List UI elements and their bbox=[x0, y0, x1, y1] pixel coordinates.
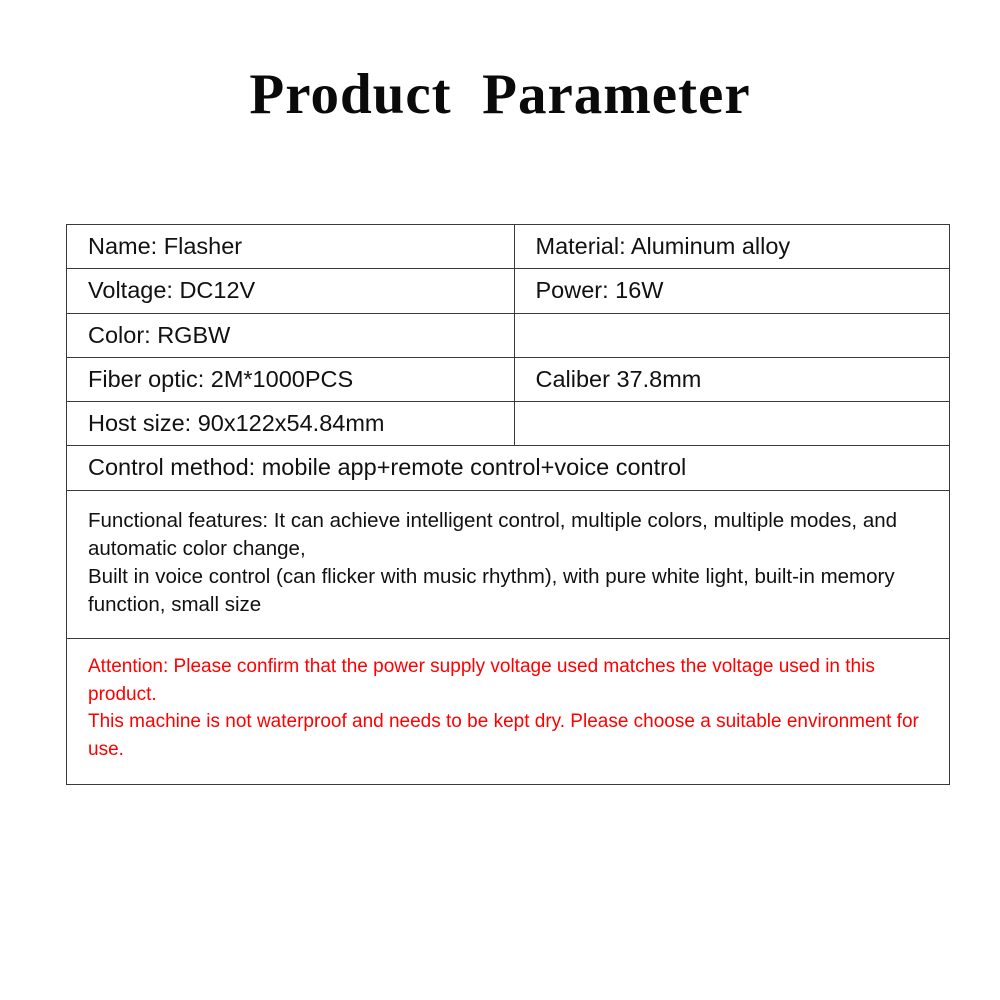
attention-block bbox=[67, 639, 949, 785]
page-title: Product Parameter bbox=[249, 63, 751, 126]
spec-power: Power: 16W bbox=[535, 277, 664, 304]
table-row bbox=[67, 402, 949, 446]
product-parameter-table bbox=[66, 224, 950, 785]
spec-material: Material: Aluminum alloy bbox=[535, 233, 791, 259]
spec-empty-2 bbox=[515, 402, 950, 445]
spec-control-method: Control method: mobile app+remote control+voice control bbox=[88, 454, 687, 481]
table-row bbox=[67, 491, 949, 639]
attention-line-2: This machine is not waterproof and needs to be kept dry. Please choose a suitable environment for use. bbox=[88, 711, 919, 761]
table-row bbox=[67, 446, 949, 490]
spec-caliber: Caliber 37.8mm bbox=[535, 365, 702, 392]
table-row bbox=[67, 639, 949, 785]
functional-features-line-1: Functional features: It can achieve intelligent control, multiple colors, multiple modes, and automatic color change, bbox=[88, 508, 898, 560]
spec-fiber-optic: Fiber optic: 2M*1000PCS bbox=[67, 358, 515, 401]
functional-features-block bbox=[67, 491, 949, 638]
spec-color: Color: RGBW bbox=[67, 314, 515, 357]
attention-line-1: Attention: Please confirm that the power supply voltage used matches the voltage used in this product. bbox=[88, 655, 875, 705]
table-row bbox=[67, 358, 949, 402]
spec-empty-1 bbox=[515, 314, 950, 357]
spec-host-size: Host size: 90x122x54.84mm bbox=[67, 402, 515, 445]
table-row bbox=[67, 269, 949, 313]
table-row bbox=[67, 314, 949, 358]
functional-features-line-2: Built in voice control (can flicker with music rhythm), with pure white light, built-in memory function, small size bbox=[88, 565, 895, 617]
spec-voltage: Voltage: DC12V bbox=[67, 269, 515, 312]
table-row bbox=[67, 225, 949, 269]
spec-name: Name: Flasher bbox=[67, 225, 515, 268]
